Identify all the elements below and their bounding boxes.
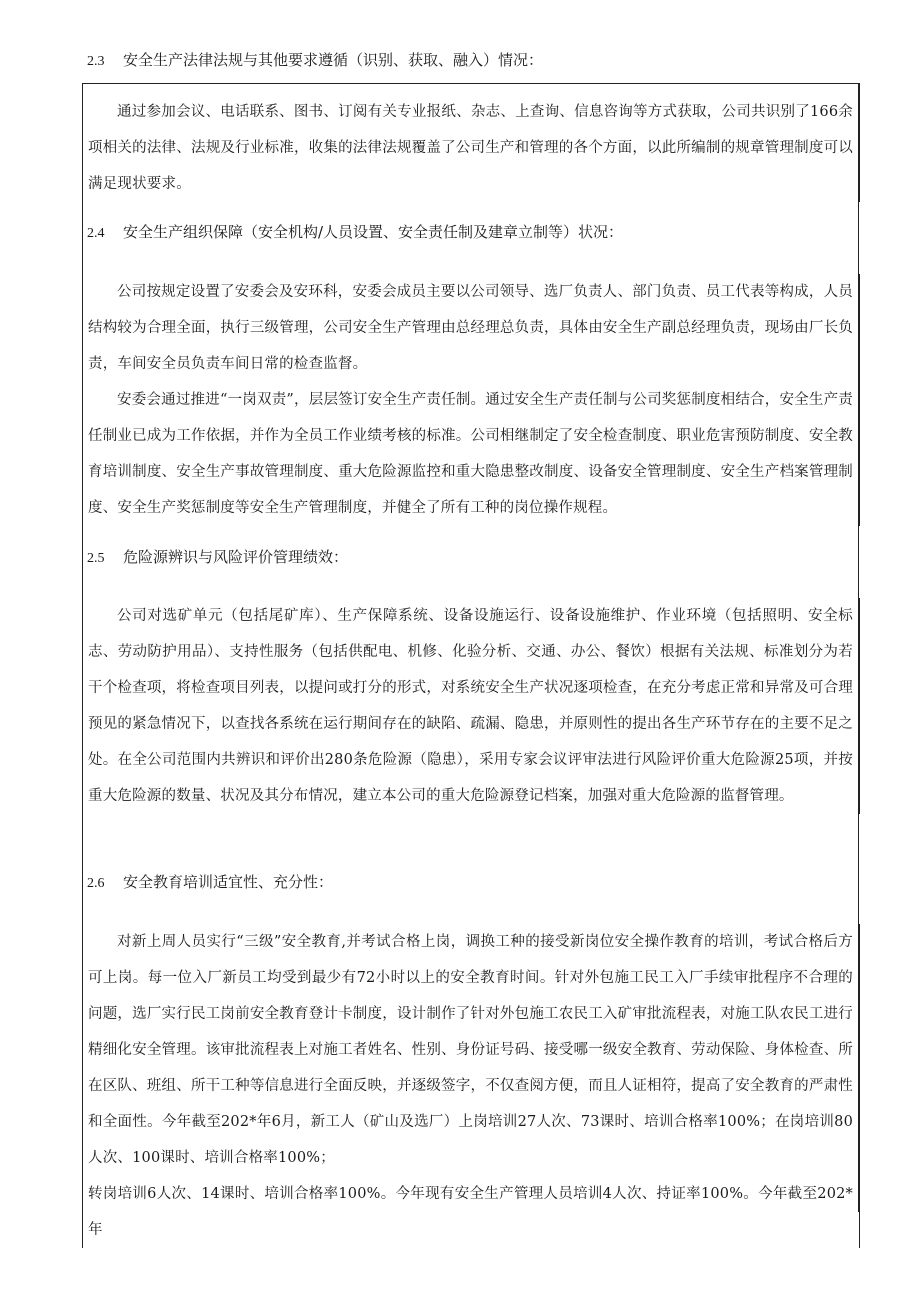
- section-2-4-box: [82, 203, 858, 204]
- section-2-6-heading: [87, 872, 333, 894]
- frame-left-border: [82, 83, 83, 1212]
- section-2-3-box: [82, 83, 860, 202]
- section-title: 安全教育培训适宜性、充分性：: [123, 873, 334, 891]
- section-2-3-heading: [87, 50, 543, 72]
- paragraph: 公司对选矿单元（包括尾矿库）、生产保障系统、设备设施运行、设备设施维护、作业环境（包括照明、安全标志、劳动防护用品）、支持性服务（包括供配电、机修、化验分析、交通、办公、餐饮）根据有关法规、标准划分为若干个检查项，将检查项目列表，以提问或打分的形式，对系统安全生产状况逐项检查，在充分考虑正常和异常及可合理预见的紧急情况下，以查找各系统在运行期间存在的缺陷、疏漏、隐患，并原则性的提出各生产环节存在的主要不足之处。在全公司范围内共辨识和评价出280条危险源（隐患），采用专家会议评审法进行风险评价重大危险源25项，并按重大危险源的数量、状况及其分布情况，建立本公司的重大危险源登记档案，加强对重大危险源的监督管理。: [88, 608, 853, 804]
- frame-right-border: [858, 83, 859, 1212]
- section-title: 安全生产法律法规与其他要求遵循（识别、获取、融入）情况：: [123, 51, 544, 69]
- section-title: 危险源辨识与风险评价管理绩效：: [123, 548, 349, 566]
- paragraph: 安委会通过推进“一岗双责”，层层签订安全生产责任制。通过安全生产责任制与公司奖惩制度相结合，安全生产责任制业已成为工作依据，并作为全员工作业绩考核的标准。公司相继制定了安全检查制度、职业危害预防制度、安全教育培训制度、安全生产事故管理制度、重大危险源监控和重大隐患整改制度、设备安全管理制度、安全生产档案管理制度、安全生产奖惩制度等安全生产管理制度，并健全了所有工种的岗位操作规程。: [88, 392, 853, 516]
- section-number: 2.6: [87, 876, 105, 891]
- section-2-4-content: [82, 274, 860, 526]
- section-title: 安全生产组织保障（安全机构/人员设置、安全责任制及建章立制等）状况：: [123, 223, 624, 241]
- section-2-4-heading: [87, 222, 623, 244]
- paragraph: 转岗培训6人次、14课时、培训合格率100%。今年现有安全生产管理人员培训4人次、持证率100%。今年截至202*年: [88, 1186, 853, 1238]
- section-number: 2.4: [87, 226, 105, 241]
- section-number: 2.5: [87, 551, 105, 566]
- section-2-6-content: [82, 924, 860, 1248]
- paragraph: 公司按规定设置了安委会及安环科，安委会成员主要以公司领导、选厂负责人、部门负责、员工代表等构成，人员结构较为合理全面，执行三级管理，公司安全生产管理由总经理总负责，具体由安全生产副总经理负责，现场由厂长负责，车间安全员负责车间日常的检查监督。: [88, 284, 853, 372]
- section-2-5-heading: [87, 547, 348, 569]
- section-2-5-content: [82, 598, 860, 814]
- paragraph: 通过参加会议、电话联系、图书、订阅有关专业报纸、杂志、上查询、信息咨询等方式获取，公司共识别了166余项相关的法律、法规及行业标准，收集的法律法规覆盖了公司生产和管理的各个方面，以此所编制的规章管理制度可以满足现状要求。: [88, 104, 853, 192]
- paragraph: 对新上周人员实行“三级”安全教育,并考试合格上岗，调换工种的接受新岗位安全操作教育的培训，考试合格后方可上岗。每一位入厂新员工均受到最少有72小时以上的安全教育时间。针对外包施工民工入厂手续审批程序不合理的问题，选厂实行民工岗前安全教育登计卡制度，设计制作了针对外包施工农民工入矿审批流程表，对施工队农民工进行精细化安全管理。该审批流程表上对施工者姓名、性别、身份证号码、接受哪一级安全教育、劳动保险、身体检查、所在区队、班组、所干工种等信息进行全面反映，并逐级签字，不仅查阅方便，而且人证相符，提高了安全教育的严肃性和全面性。今年截至202*年6月，新工人（矿山及选厂）上岗培训27人次、73课时、培训合格率100%；在岗培训80人次、100课时、培训合格率100%；: [88, 934, 853, 1166]
- section-number: 2.3: [87, 54, 105, 69]
